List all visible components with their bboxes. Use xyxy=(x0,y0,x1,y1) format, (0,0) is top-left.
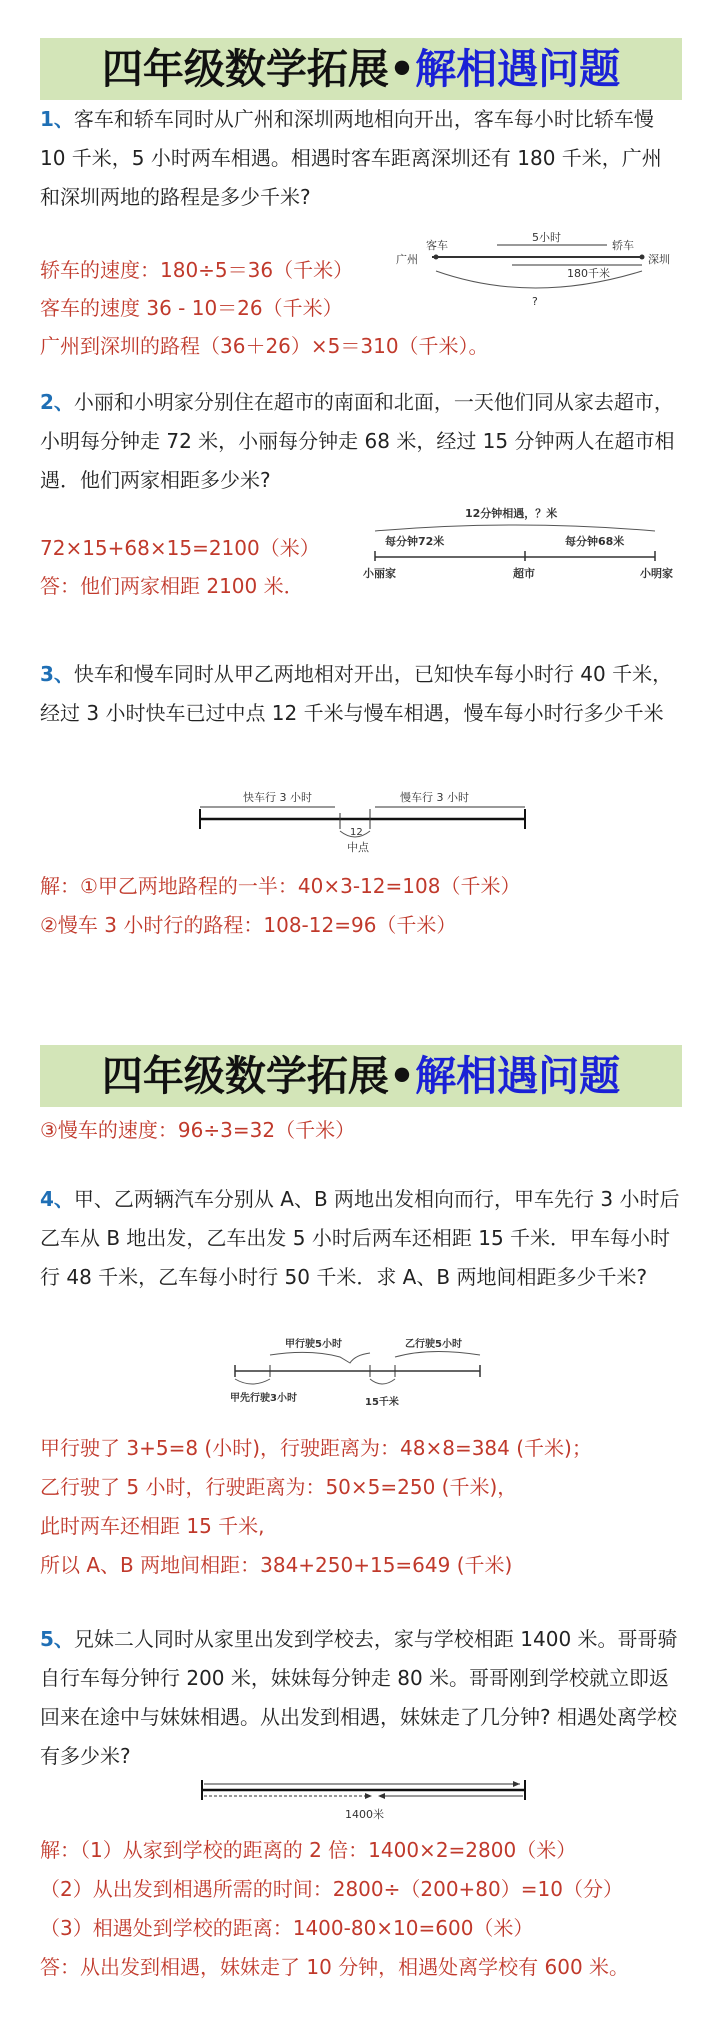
diagram-label: 快车行 3 小时 xyxy=(243,791,312,804)
title-banner xyxy=(40,38,682,100)
diagram-label: 超市 xyxy=(513,567,535,580)
answer-line: 客车的速度 36 - 10＝26（千米） xyxy=(40,296,343,320)
answer-line: 解：①甲乙两地路程的一半：40×3-12=108（千米） xyxy=(40,874,521,898)
question-number: 2、 xyxy=(40,390,74,414)
diagram-label: 深圳 xyxy=(648,253,670,266)
answer-line: 此时两车还相距 15 千米, xyxy=(40,1514,265,1538)
q2-diagram xyxy=(355,505,685,585)
answer-line: 所以 A、B 两地间相距：384+250+15=649 (千米) xyxy=(40,1553,513,1577)
diagram-label: ? xyxy=(532,295,538,308)
question-text: 客车和轿车同时从广州和深圳两地相向开出，客车每小时比轿车慢 10 千米，5 小时两车相遇。相遇时客车距离深圳还有 180 千米，广州和深圳两地的路程是多少千米? xyxy=(40,107,662,209)
diagram-label: 12分钟相遇，？米 xyxy=(465,507,558,520)
question-text: 快车和慢车同时从甲乙两地相对开出，已知快车每小时行 40 千米，经过 3 小时快车已过中点 12 千米与慢车相遇，慢车每小时行多少千米 xyxy=(40,662,673,725)
diagram-label: 1400米 xyxy=(345,1808,384,1821)
question-text: 兄妹二人同时从家里出发到学校去，家与学校相距 1400 米。哥哥骑自行车每分钟行 200 米，妹妹每分钟走 80 米。哥哥刚到学校就立即返回来在途中与妹妹相遇。从出发到相遇，妹妹走了几分钟? 相遇处离学校有多少米? xyxy=(40,1627,678,1768)
banner-title-part1: 四年级数学拓展• xyxy=(101,45,416,93)
diagram-label: 180千米 xyxy=(567,267,610,280)
question-4 xyxy=(40,1180,680,1297)
q1-diagram xyxy=(392,225,692,325)
answer-line: ③慢车的速度：96÷3=32（千米） xyxy=(40,1118,356,1142)
diagram-label: 轿车 xyxy=(612,239,634,252)
answer-line: 72×15+68×15=2100（米） xyxy=(40,536,320,560)
answer-line: ②慢车 3 小时行的路程：108-12=96（千米） xyxy=(40,913,457,937)
diagram-label: 甲行驶5小时 xyxy=(285,1339,342,1350)
diagram-label: 甲先行驶3小时 xyxy=(230,1393,297,1404)
diagram-label: 小明家 xyxy=(640,567,673,580)
diagram-label: 乙行驶5小时 xyxy=(405,1339,462,1350)
banner-title-part2: 解相遇问题 xyxy=(415,45,621,93)
question-3 xyxy=(40,655,680,733)
answer-line: （2）从出发到相遇所需的时间：2800÷（200+80）=10（分） xyxy=(40,1877,623,1901)
diagram-label: 12 xyxy=(350,827,363,838)
question-number: 1、 xyxy=(40,107,74,131)
question-text: 甲、乙两辆汽车分别从 A、B 两地出发相向而行，甲车先行 3 小时后乙车从 B 地出发，乙车出发 5 小时后两车还相距 15 千米．甲车每小时行 48 千米，乙车每小时行 50 千米．求 A、B 两地间相距多少千米? xyxy=(40,1187,680,1289)
answer-line: 轿车的速度：180÷5＝36（千米） xyxy=(40,258,354,282)
answer-line: 答：他们两家相距 2100 米． xyxy=(40,574,304,598)
diagram-label: 慢车行 3 小时 xyxy=(400,791,469,804)
answer-line: 解：（1）从家到学校的距离的 2 倍：1400×2=2800（米） xyxy=(40,1838,577,1862)
diagram-label: 15千米 xyxy=(365,1397,399,1408)
diagram-label: 小丽家 xyxy=(363,567,396,580)
question-text: 小丽和小明家分别住在超市的南面和北面，一天他们同从家去超市，小明每分钟走 72 米，小丽每分钟走 68 米，经过 15 分钟两人在超市相遇．他们两家相距多少米? xyxy=(40,390,675,492)
q5-diagram xyxy=(190,1772,540,1827)
banner-title-part2: 解相遇问题 xyxy=(415,1052,621,1100)
question-1 xyxy=(40,100,680,217)
diagram-label: 广州 xyxy=(396,253,418,266)
answer-line: 答：从出发到相遇，妹妹走了 10 分钟，相遇处离学校有 600 米。 xyxy=(40,1955,630,1979)
diagram-label: 客车 xyxy=(426,239,448,252)
banner-title-part1: 四年级数学拓展• xyxy=(101,1052,416,1100)
answer-line: 广州到深圳的路程（36＋26）×5＝310（千米）。 xyxy=(40,334,489,358)
answer-line: （3）相遇处到学校的距离：1400-80×10=600（米） xyxy=(40,1916,534,1940)
diagram-label: 每分钟68米 xyxy=(565,535,625,548)
question-5 xyxy=(40,1620,680,1776)
answer-line: 甲行驶了 3+5=8 (小时)，行驶距离为：48×8=384 (千米)； xyxy=(40,1436,592,1460)
question-2 xyxy=(40,383,680,500)
question-number: 3、 xyxy=(40,662,74,686)
question-number: 4、 xyxy=(40,1187,74,1211)
diagram-label: 5小时 xyxy=(532,231,561,244)
diagram-label: 中点 xyxy=(347,841,369,854)
q3-diagram xyxy=(195,785,535,855)
title-banner xyxy=(40,1045,682,1107)
answer-line: 乙行驶了 5 小时，行驶距离为：50×5=250 (千米)， xyxy=(40,1475,518,1499)
question-number: 5、 xyxy=(40,1627,74,1651)
q4-diagram xyxy=(230,1335,490,1420)
diagram-label: 每分钟72米 xyxy=(385,535,445,548)
